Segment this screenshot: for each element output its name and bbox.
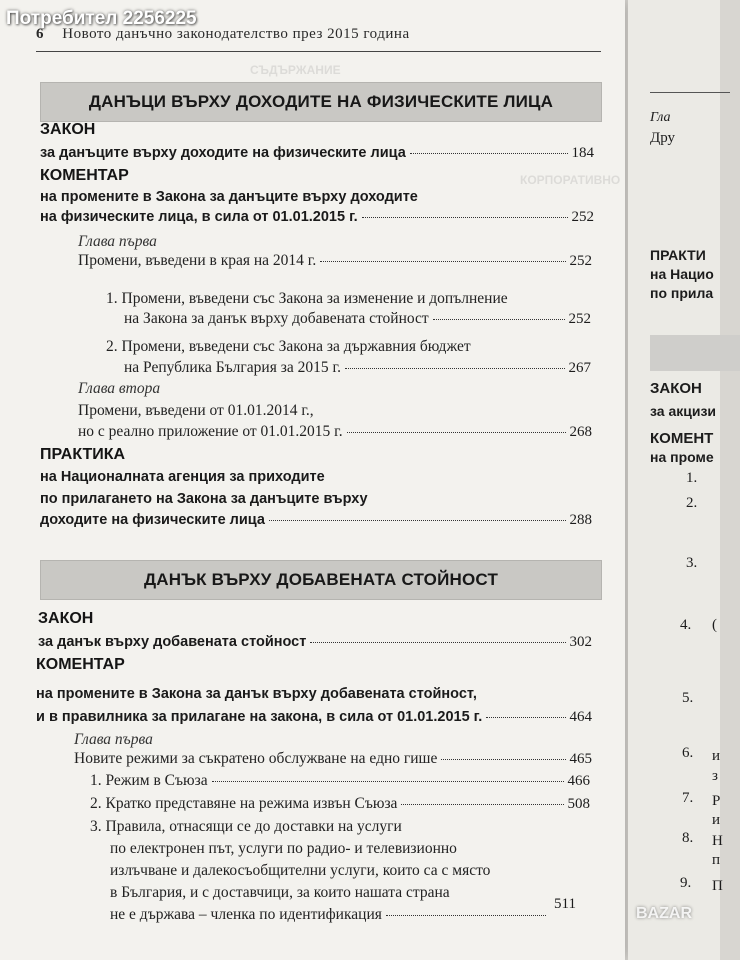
right-page-fragment: и	[712, 812, 721, 828]
toc-entry-title: доходите на физическите лица	[40, 512, 265, 528]
toc-entry	[38, 634, 592, 651]
section-heading-bar	[650, 335, 740, 371]
right-page-fragment: з	[712, 768, 718, 784]
toc-page-number: 267	[568, 360, 591, 376]
chapter-label: Глава първа	[74, 731, 153, 748]
list-number: 7.	[682, 790, 694, 806]
right-page-text: Дру	[650, 130, 676, 146]
dot-leader	[345, 368, 565, 369]
right-page-text: ПРАКТИ	[650, 247, 706, 263]
right-page-fragment: (	[712, 617, 717, 633]
list-number: 9.	[680, 875, 692, 891]
right-page-text: по прила	[650, 285, 714, 301]
right-page-text: на проме	[650, 449, 714, 465]
right-page-fragment: П	[712, 878, 723, 894]
law-label: ЗАКОН	[38, 610, 94, 627]
watermark-username: Потребител 2256225	[6, 8, 197, 29]
toc-entry	[124, 359, 591, 377]
toc-entry-title: на промените в Закона за данъците върху доходите	[40, 189, 418, 205]
commentary-label: КОМЕНТАР	[40, 167, 129, 184]
toc-entry	[78, 252, 592, 270]
list-number: 8.	[682, 830, 694, 846]
dot-leader	[441, 759, 565, 760]
toc-page-number: 465	[569, 751, 592, 767]
section-heading: ДАНЪК ВЪРХУ ДОБАВЕНАТА СТОЙНОСТ	[40, 560, 602, 600]
toc-entry-title: за данък върху добавената стойност	[38, 634, 307, 650]
toc-page-number: 464	[569, 709, 592, 725]
book-page-right	[628, 0, 723, 960]
dot-leader	[410, 153, 568, 154]
toc-entry-title: 2. Кратко представяне на режима извън Съюза	[90, 795, 398, 812]
list-number: 2.	[686, 495, 698, 511]
right-page-text: за акцизи	[650, 403, 717, 419]
bleed-through-text: КОРПОРАТИВНО	[520, 173, 621, 187]
list-number: 1.	[686, 470, 698, 486]
dot-leader	[433, 319, 565, 320]
right-page-text: на Нацио	[650, 266, 714, 282]
chapter-label: Глава втора	[78, 380, 161, 397]
dot-leader	[310, 642, 565, 643]
right-page-fragment: Р	[712, 793, 721, 809]
header-rule	[650, 92, 730, 93]
list-number: 6.	[682, 745, 694, 761]
toc-entry	[74, 750, 592, 768]
toc-entry-title: на Националната агенция за приходите	[40, 469, 325, 485]
bleed-through-text: СЪДЪРЖАНИЕ	[250, 63, 341, 77]
toc-page-number: 508	[567, 796, 590, 812]
toc-page-number: 252	[571, 209, 594, 225]
toc-page-number: 288	[569, 512, 592, 528]
toc-entry-title: на промените в Закона за данък върху добавената стойност,	[36, 686, 477, 702]
dot-leader	[486, 717, 565, 718]
toc-entry	[90, 795, 590, 813]
law-label: ЗАКОН	[40, 121, 96, 138]
practice-label: ПРАКТИКА	[40, 446, 126, 463]
toc-entry-title: не е държава – членка по идентификация	[110, 906, 382, 923]
right-page-fragment: Н	[712, 833, 723, 849]
toc-page-number: 252	[568, 311, 591, 327]
toc-entry-title: Промени, въведени в края на 2014 г.	[78, 252, 317, 269]
list-number: 4.	[680, 617, 692, 633]
toc-entry	[110, 906, 550, 924]
commentary-label: КОМЕНТАР	[36, 656, 125, 673]
dot-leader	[386, 915, 546, 916]
toc-entry-title: на Закона за данък върху добавената стойност	[124, 310, 429, 327]
right-page-fragment: и	[712, 748, 721, 764]
section-heading: ДАНЪЦИ ВЪРХУ ДОХОДИТЕ НА ФИЗИЧЕСКИТЕ ЛИЦА	[40, 82, 602, 122]
chapter-label: Глава първа	[78, 233, 157, 250]
running-head-title: Новото данъчно законодателство през 2015 година	[62, 26, 410, 42]
toc-entry	[124, 310, 591, 328]
dot-leader	[347, 432, 566, 433]
site-logo: BAZAR	[636, 905, 692, 922]
toc-entry	[90, 772, 590, 790]
toc-entry-title: Новите режими за съкратено обслужване на едно гише	[74, 750, 438, 767]
list-number: 5.	[682, 690, 694, 706]
dot-leader	[212, 781, 564, 782]
right-page-text: ЗАКОН	[650, 380, 702, 397]
toc-page-number: 466	[567, 773, 590, 789]
page-number: 6	[36, 26, 44, 42]
dot-leader	[362, 217, 568, 218]
toc-entry-title: излъчване и далекосъобщителни услуги, които са с място	[110, 862, 491, 879]
toc-page-number: 511	[554, 896, 576, 912]
toc-entry-title: по електронен път, услуги по радио- и телевизионно	[110, 840, 457, 857]
toc-entry-title: и в правилника за прилагане на закона, в сила от 01.01.2015 г.	[36, 709, 483, 725]
right-page-text: Гла	[650, 110, 671, 125]
right-page-fragment: п	[712, 852, 721, 868]
toc-entry-title: за данъците върху доходите на физическите лица	[40, 145, 406, 161]
toc-entry-title: на физическите лица, в сила от 01.01.2015 г.	[40, 209, 358, 225]
toc-entry-title: на Република България за 2015 г.	[124, 359, 341, 376]
toc-page-number: 302	[569, 634, 592, 650]
toc-entry-title: 2. Промени, въведени със Закона за държавния бюджет	[106, 338, 471, 355]
toc-entry	[78, 423, 592, 441]
toc-page-number: 268	[569, 424, 592, 440]
dot-leader	[269, 520, 566, 521]
toc-entry-title: 3. Правила, отнасящи се до доставки на услуги	[90, 818, 402, 835]
toc-entry	[40, 209, 594, 226]
dot-leader	[320, 261, 565, 262]
dot-leader	[401, 804, 563, 805]
toc-page-number: 184	[571, 145, 594, 161]
toc-entry-title: в България, и с доставчици, за които нашата страна	[110, 884, 450, 901]
header-rule	[36, 51, 601, 52]
toc-entry	[36, 709, 592, 726]
toc-entry	[40, 512, 592, 529]
toc-entry-title: по прилагането на Закона за данъците върху	[40, 491, 368, 507]
toc-entry-title: Промени, въведени от 01.01.2014 г.,	[78, 402, 314, 419]
toc-entry-title: 1. Промени, въведени със Закона за изменение и допълнение	[106, 290, 508, 307]
right-page-text: КОМЕНТ	[650, 430, 714, 447]
toc-entry	[40, 145, 594, 162]
toc-page-number: 252	[569, 253, 592, 269]
list-number: 3.	[686, 555, 698, 571]
toc-entry-title: но с реално приложение от 01.01.2015 г.	[78, 423, 343, 440]
toc-entry-title: 1. Режим в Съюза	[90, 772, 208, 789]
